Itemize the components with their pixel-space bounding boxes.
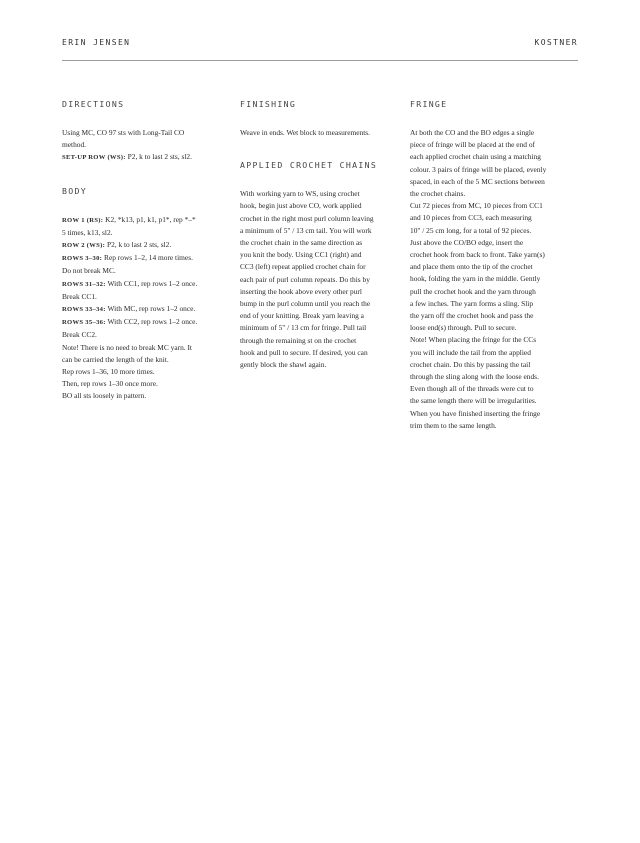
- text-line: Using MC, CO 97 sts with Long-Tail CO: [62, 128, 185, 137]
- body-text: [62, 214, 228, 403]
- fringe-heading: FRINGE: [410, 99, 448, 109]
- text-line: Just above the CO/BO edge, insert the: [410, 237, 524, 247]
- text-line: loose end(s) through. Pull to secure.: [410, 323, 517, 333]
- author-name: ERIN JENSEN: [62, 38, 131, 47]
- text-line: ROWS 3–30: Rep rows 1–2, 14 more times.: [62, 253, 193, 263]
- text-line: Note! There is no need to break MC yarn. It: [62, 342, 192, 352]
- directions-text: [62, 127, 228, 165]
- text-line: 10" / 25 cm long, for a total of 92 pieces.: [410, 225, 532, 235]
- text-line: through the remaining st on the crochet: [240, 335, 357, 345]
- text-line: Rep rows 1–36, 10 more times.: [62, 367, 155, 377]
- text-line: ROW 1 (RS): K2, *k13, p1, k1, p1*, rep *–*: [62, 214, 196, 224]
- text-line: a minimum of 5" / 13 cm tail. You will work: [240, 225, 372, 235]
- directions-heading: DIRECTIONS: [62, 99, 125, 109]
- text-line: can be carried the length of the knit.: [62, 354, 169, 364]
- text-line: and place them onto the tip of the crochet: [410, 262, 533, 272]
- text-line: spaced, in each of the 5 MC sections between: [410, 176, 545, 186]
- text-line: end of your knitting. Break yarn leaving a: [240, 311, 364, 321]
- text-line: SET-UP ROW (WS): P2, k to last 2 sts, sl2.: [62, 152, 192, 162]
- text-line: method.: [62, 140, 87, 150]
- text-line: gently block the shawl again.: [240, 360, 327, 370]
- finishing-text: [240, 127, 406, 139]
- column-middle: [240, 98, 406, 371]
- column-left: [62, 98, 228, 403]
- text-line: ROW 2 (WS): P2, k to last 2 sts, sl2.: [62, 240, 172, 250]
- text-line: a few inches. The yarn forms a sling. Slip: [410, 298, 534, 308]
- running-header: [62, 38, 578, 52]
- text-line: hook and pull to secure. If desired, you can: [240, 347, 368, 357]
- finishing-heading: FINISHING: [240, 99, 297, 109]
- applied-crochet-chains-heading: APPLIED CROCHET CHAINS: [240, 160, 378, 171]
- text-line: Even though all of the threads were cut to: [410, 384, 534, 394]
- row-label: ROWS 33–34:: [62, 306, 106, 314]
- text-line: pull the crochet hook and the yarn through: [410, 286, 536, 296]
- text-line: piece of fringe will be placed at the end of: [410, 140, 535, 150]
- text-line: colour. 3 pairs of fringe will be placed, evenly: [410, 164, 547, 174]
- text-line: At both the CO and the BO edges a single: [410, 128, 535, 137]
- fringe-text: [410, 127, 576, 432]
- row-label: ROW 1 (RS):: [62, 216, 104, 224]
- text-line: hook, begin just above CO, work applied: [240, 201, 362, 211]
- row-label: ROWS 35–36:: [62, 319, 106, 327]
- pattern-name: KOSTNER: [534, 38, 578, 47]
- text-line: you will include the tail from the applied: [410, 347, 531, 357]
- text-line: 5 times, k13, sl2.: [62, 227, 113, 237]
- text-line: ROWS 33–34: With MC, rep rows 1–2 once.: [62, 304, 196, 314]
- row-label: SET-UP ROW (WS):: [62, 154, 126, 162]
- text-line: Then, rep rows 1–30 once more.: [62, 379, 158, 389]
- text-line: you knit the body. Using CC1 (right) and: [240, 250, 362, 260]
- text-line: inserting the hook above every other purl: [240, 286, 362, 296]
- text-line: crochet chain. Do this by passing the tail: [410, 359, 531, 369]
- text-line: crochet in the right most purl column leaving: [240, 213, 374, 223]
- text-line: Note! When placing the fringe for the CCs: [410, 335, 537, 345]
- text-line: each pair of purl column repeats. Do this by: [240, 274, 370, 284]
- text-line: the yarn off the crochet hook and pass the: [410, 311, 534, 321]
- text-line: crochet hook from back to front. Take yarn(s): [410, 250, 545, 260]
- text-line: ROWS 35–36: With CC2, rep rows 1–2 once.: [62, 317, 198, 327]
- applied-crochet-chains-text: [240, 188, 406, 371]
- text-line: and 10 pieces from CC3, each measuring: [410, 213, 532, 223]
- text-line: Break CC1.: [62, 291, 97, 301]
- column-right: [410, 98, 576, 432]
- text-line: trim them to the same length.: [410, 420, 497, 430]
- body-heading: BODY: [62, 185, 87, 196]
- text-line: bump in the purl column until you reach the: [240, 299, 371, 309]
- text-line: the same length there will be irregularities.: [410, 396, 537, 406]
- text-line: When you have finished inserting the fringe: [410, 408, 541, 418]
- row-label: ROWS 3–30:: [62, 255, 103, 263]
- text-line: through the sling along with the loose ends.: [410, 372, 539, 382]
- text-line: ROWS 31–32: With CC1, rep rows 1–2 once.: [62, 278, 198, 288]
- text-line: each applied crochet chain using a matching: [410, 152, 541, 162]
- text-line: Break CC2.: [62, 330, 97, 340]
- header-divider: [62, 60, 578, 61]
- text-line: Cut 72 pieces from MC, 10 pieces from CC1: [410, 201, 543, 211]
- text-line: the crochet chain in the same direction as: [240, 238, 363, 248]
- text-line: BO all sts loosely in pattern.: [62, 391, 147, 401]
- text-line: the crochet chains.: [410, 189, 466, 199]
- text-line: CC3 (left) repeat applied crochet chain for: [240, 262, 366, 272]
- row-label: ROWS 31–32:: [62, 280, 106, 288]
- row-label: ROW 2 (WS):: [62, 242, 106, 250]
- text-line: With working yarn to WS, using crochet: [240, 189, 360, 199]
- text-line: Do not break MC.: [62, 266, 116, 276]
- text-line: hook, folding the yarn in the middle. Gently: [410, 274, 541, 284]
- text-line: minimum of 5" / 13 cm for fringe. Pull tail: [240, 323, 367, 333]
- text-line: Weave in ends. Wet block to measurements.: [240, 128, 371, 137]
